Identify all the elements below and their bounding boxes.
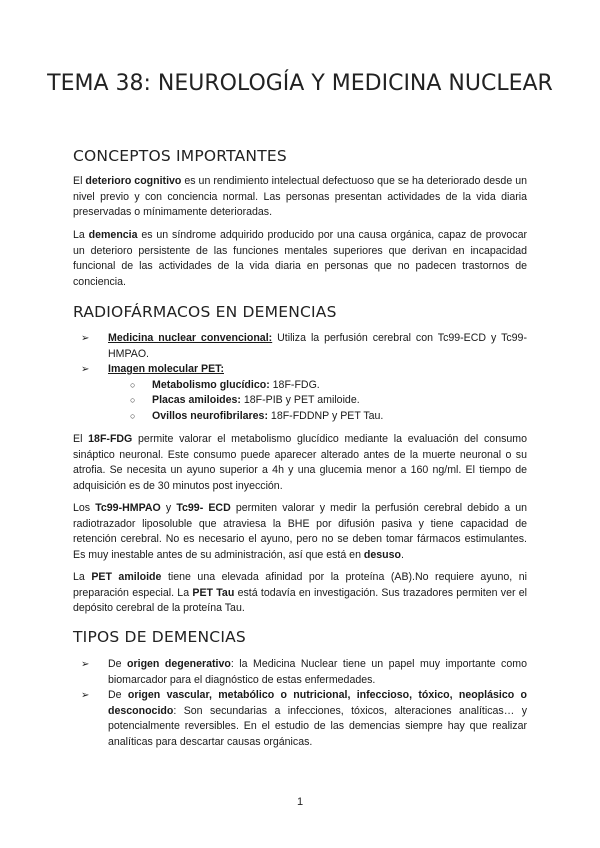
sub-list-item: ○ Placas amiloides: 18F-PIB y PET amiloide. xyxy=(108,393,527,409)
paragraph-tc99: Los Tc99-HMPAO y Tc99- ECD permiten valorar y medir la perfusión cerebral debido a un radiotrazador liposoluble que atraviesa la BHE por difusión pasiva y tiene capacidad de retención cerebral. No es necesario el ayuno, pero no se deben tomar fármacos estimulantes. Es muy inestable antes de su administración, así que está en desuso. xyxy=(73,502,527,561)
circle-bullet-icon: ○ xyxy=(130,410,136,421)
circle-bullet-icon: ○ xyxy=(130,379,136,390)
arrow-bullet-icon: ➢ xyxy=(81,333,90,344)
list-item: ➢ Imagen molecular PET: ○ Metabolismo glucídico: 18F-FDG. ○ Placas amiloides: 18F-PIB y PET amiloide. ○ Ovillos neurofibrilares: 18F-FDDNP y PET Tau. xyxy=(73,362,527,424)
list-item: ➢ De origen vascular, metabólico o nutricional, infeccioso, tóxico, neoplásico o desconocido: Son secundarias a infecciones, tóxicos, alteraciones analíticas… y potencialmente reversibles. En el estudio de las demencias siempre hay que realizar analíticas para descartar causas orgánicas. xyxy=(81,689,527,748)
paragraph-demencia: La demencia es un síndrome adquirido producido por una causa orgánica, capaz de provocar un deterioro persistente de las funciones mentales superiores que derivan en incapacidad funcional de las actividades de la vida diaria en personas que no padecen trastornos de conciencia. xyxy=(73,229,528,288)
tipos-demencias-list xyxy=(73,657,527,750)
list-item: ➢ Medicina nuclear convencional: Utiliza la perfusión cerebral con Tc99-ECD y Tc99-HMPAO. xyxy=(81,332,527,360)
page-number: 1 xyxy=(296,796,304,808)
page-title: TEMA 38: NEUROLOGÍA Y MEDICINA NUCLEAR xyxy=(47,71,553,96)
arrow-bullet-icon: ➢ xyxy=(81,659,90,670)
radiofarmacos-list xyxy=(73,331,527,424)
sub-list xyxy=(108,378,527,425)
sub-list-item: ○ Metabolismo glucídico: 18F-FDG. xyxy=(108,378,527,394)
arrow-bullet-icon: ➢ xyxy=(81,364,90,375)
paragraph-pet-amiloide: La PET amiloide tiene una elevada afinidad por la proteína (AB).No requiere ayuno, ni preparación especial. La PET Tau está todavía en investigación. Sus trazadores permiten ver el depósito cerebral de la proteína Tau. xyxy=(73,571,528,614)
sub-list-item: ○ Ovillos neurofibrilares: 18F-FDDNP y PET Tau. xyxy=(108,409,527,425)
paragraph-18f-fdg: El 18F-FDG permite valorar el metabolismo glucídico mediante la evaluación del consumo sináptico neuronal. Este consumo puede aparecer alterado antes de la muerte neuronal o su atrofia. Se necesita un ayuno superior a 4h y una glucemia menor a 160 ng/ml. El tiempo de adquisición es de 30 minutos post inyección. xyxy=(73,433,527,492)
circle-bullet-icon: ○ xyxy=(130,395,136,405)
arrow-bullet-icon: ➢ xyxy=(81,690,90,701)
list-item: ➢ De origen degenerativo: la Medicina Nuclear tiene un papel muy importante como biomarcador para el diagnóstico de estas enfermedades. xyxy=(81,658,527,686)
heading-tipos-de-demencias: TIPOS DE DEMENCIAS xyxy=(73,628,246,646)
heading-conceptos-importantes: CONCEPTOS IMPORTANTES xyxy=(73,147,287,165)
heading-radiofarmacos: RADIOFÁRMACOS EN DEMENCIAS xyxy=(73,303,337,321)
paragraph-deterioro-cognitivo: El deterioro cognitivo es un rendimiento intelectual defectuoso que se ha deteriorado desde un nivel previo y con conciencia normal. Las personas presentan actividades de la vida diaria preservadas o mínimamente deterioradas. xyxy=(73,175,527,218)
